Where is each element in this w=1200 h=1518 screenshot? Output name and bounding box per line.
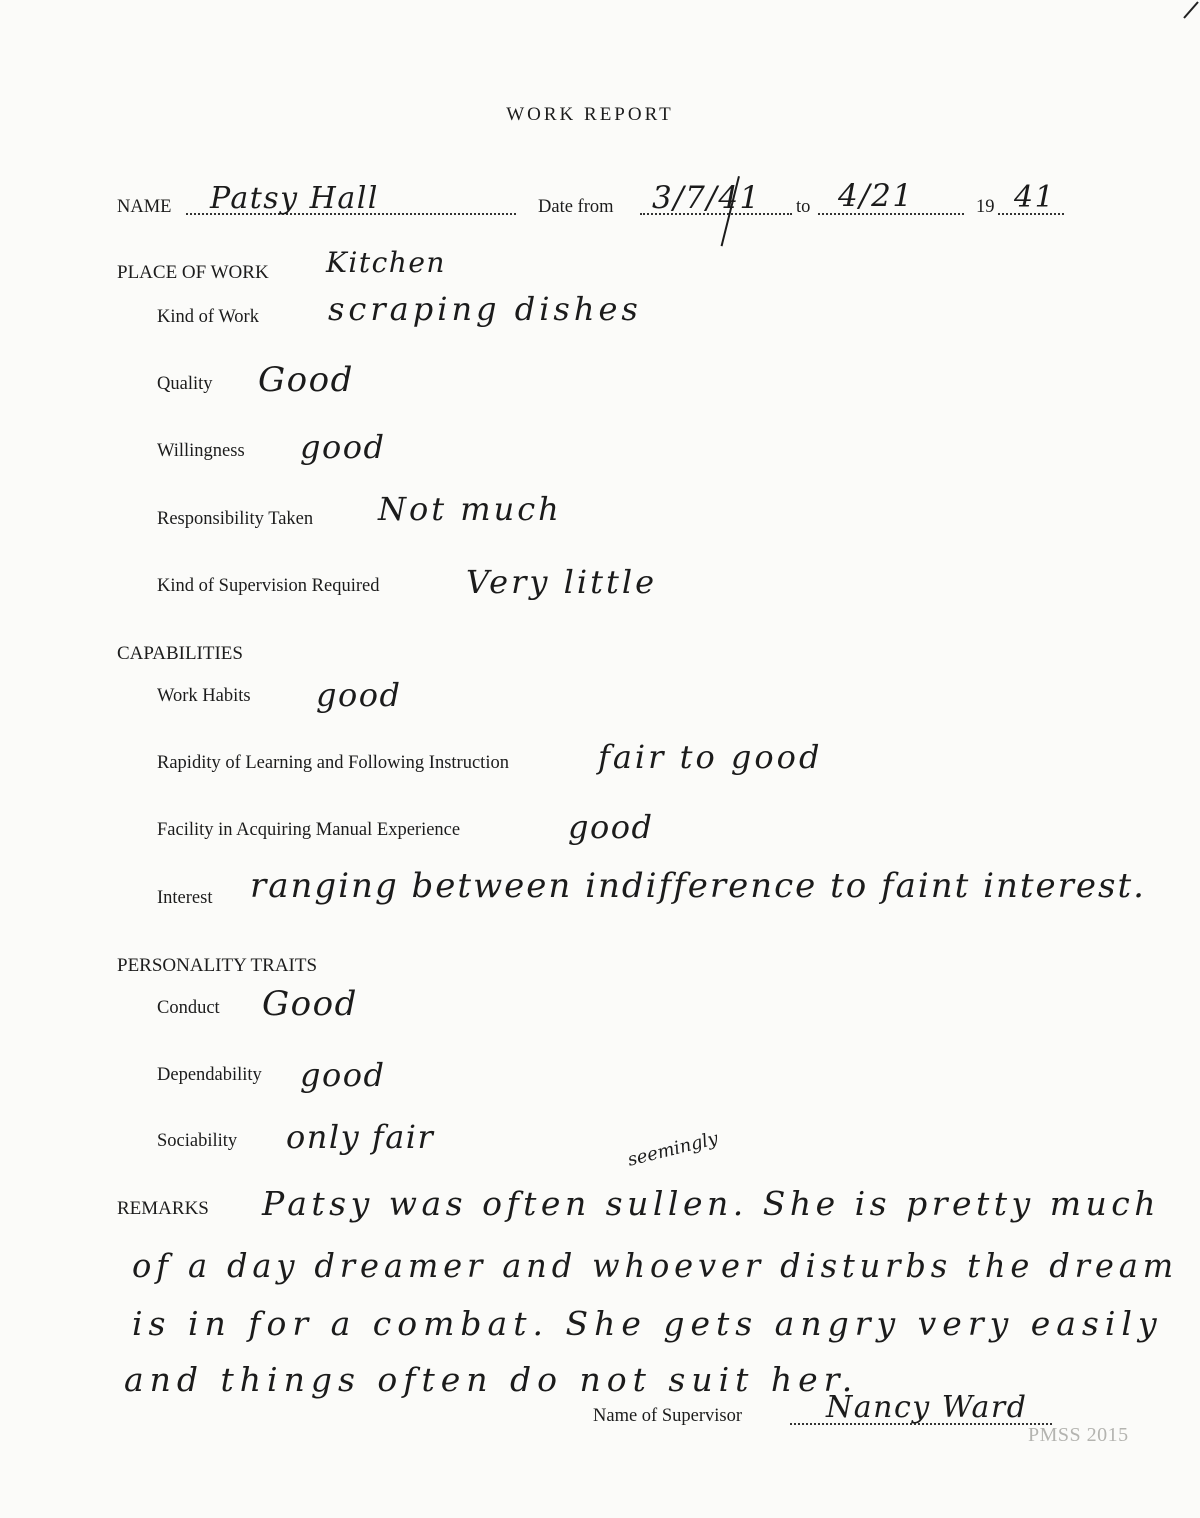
willingness-label: Willingness [157, 441, 245, 461]
conduct-value: Good [262, 984, 358, 1024]
conduct-label: Conduct [157, 998, 220, 1018]
remarks-line-4: and things often do not suit her. [124, 1360, 859, 1399]
remarks-line-3: is in for a combat. She gets angry very easily [132, 1304, 1163, 1343]
supervision-label: Kind of Supervision Required [157, 576, 380, 596]
learning-label: Rapidity of Learning and Following Instruction [157, 753, 509, 773]
willingness-value: good [300, 428, 386, 466]
page-title: WORK REPORT [506, 104, 674, 125]
date-to-label: to [796, 197, 811, 217]
interest-label: Interest [157, 888, 213, 908]
learning-value: fair to good [598, 738, 823, 776]
dependability-label: Dependability [157, 1065, 262, 1085]
kind-of-work-value: scraping dishes [328, 290, 642, 328]
year-value: 41 [1014, 180, 1056, 215]
responsibility-label: Responsibility Taken [157, 509, 314, 529]
date-from-value: 3/7/41 [652, 180, 761, 216]
place-of-work-value: Kitchen [326, 246, 446, 279]
supervisor-signature: Nancy Ward [826, 1390, 1028, 1425]
kind-of-work-label: Kind of Work [157, 307, 259, 327]
quality-value: Good [258, 360, 354, 400]
place-of-work-label: PLACE OF WORK [117, 262, 269, 283]
sociability-label: Sociability [157, 1131, 238, 1151]
year-prefix: 19 [976, 197, 995, 217]
work-habits-label: Work Habits [157, 686, 251, 706]
date-from-label: Date from [538, 197, 614, 217]
remarks-line-1: Patsy was often sullen. She is pretty much [262, 1184, 1160, 1223]
remarks-label: REMARKS [117, 1198, 209, 1219]
corner-pencil-mark [1182, 0, 1200, 20]
supervisor-label: Name of Supervisor [593, 1406, 742, 1426]
responsibility-value: Not much [378, 490, 562, 528]
capabilities-label: CAPABILITIES [117, 643, 243, 664]
interest-value: ranging between indifference to faint interest. [250, 866, 1146, 906]
quality-label: Quality [157, 374, 213, 394]
personality-traits-label: PERSONALITY TRAITS [117, 955, 318, 976]
dependability-value: good [300, 1056, 386, 1094]
name-label: NAME [117, 197, 172, 217]
work-habits-value: good [316, 676, 402, 714]
remarks-insertion: seemingly [625, 1127, 721, 1171]
manual-experience-value: good [568, 808, 654, 846]
name-value: Patsy Hall [210, 181, 379, 216]
date-to-value: 4/21 [838, 178, 914, 214]
archive-watermark: PMSS 2015 [1028, 1424, 1129, 1446]
remarks-line-2: of a day dreamer and whoever disturbs the dream [132, 1246, 1178, 1285]
supervision-value: Very little [466, 563, 658, 601]
sociability-value: only fair [286, 1118, 435, 1156]
manual-experience-label: Facility in Acquiring Manual Experience [157, 820, 461, 840]
